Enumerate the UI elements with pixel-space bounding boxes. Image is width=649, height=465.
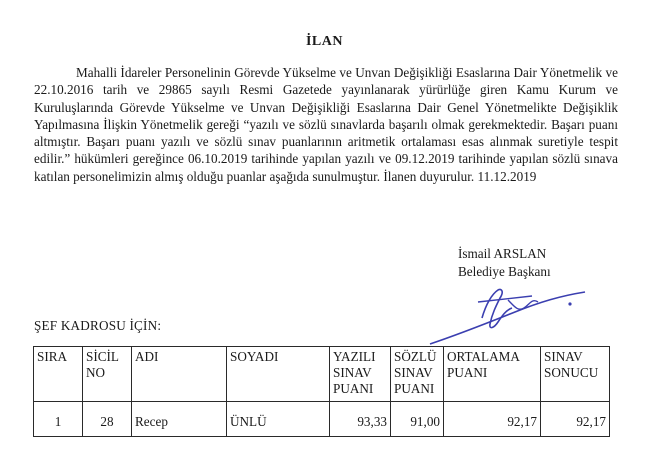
header-text: SINAV: [394, 365, 433, 380]
signatory-role: Belediye Başkanı: [458, 264, 551, 279]
header-text: ORTALAMA: [447, 349, 520, 364]
cell-sicil-no: 28: [83, 402, 132, 437]
header-sozlu-sinav-puani: [391, 347, 444, 402]
header-sicil-no: [83, 347, 132, 402]
handwritten-signature: [420, 282, 595, 352]
header-text: SÖZLÜ: [394, 349, 437, 364]
header-text: SIRA: [37, 349, 68, 364]
header-soyadi: [227, 347, 330, 402]
announcement-title: İLAN: [305, 34, 343, 49]
table-row: [34, 402, 610, 437]
cell-ortalama-puan: 92,17: [444, 402, 541, 437]
cell-sozlu-puan: 91,00: [391, 402, 444, 437]
signatory-block: [458, 245, 551, 281]
header-text: PUANI: [394, 381, 435, 396]
section-title: ŞEF KADROSU İÇİN:: [34, 318, 162, 333]
header-text: SONUCU: [544, 365, 599, 380]
table-header-row: [34, 347, 610, 402]
header-text: PUANI: [333, 381, 374, 396]
header-adi: [132, 347, 227, 402]
header-sinav-sonucu: [541, 347, 610, 402]
header-sira: [34, 347, 83, 402]
cell-soyadi: ÜNLÜ: [227, 402, 330, 437]
header-text: PUANI: [447, 365, 488, 380]
cell-sinav-sonucu: 92,17: [541, 402, 610, 437]
header-text: SİCİL: [86, 349, 119, 364]
header-text: ADI: [135, 349, 159, 364]
header-text: SOYADI: [230, 349, 279, 364]
header-text: YAZILI: [333, 349, 376, 364]
cell-adi: Recep: [132, 402, 227, 437]
header-text: SINAV: [333, 365, 372, 380]
cell-yazili-puan: 93,33: [330, 402, 391, 437]
header-yazili-sinav-puani: [330, 347, 391, 402]
cell-sira: 1: [34, 402, 83, 437]
header-text: NO: [86, 365, 106, 380]
results-table: [33, 346, 610, 437]
announcement-body: Mahalli İdareler Personelinin Görevde Yükselme ve Unvan Değişikliği Esaslarına Dair Yönetmelik ve 22.10.2016 tarih ve 29865 sayılı Resmi Gazetede yayınlanarak yürürlüğe giren Kamu Kurum ve Kuruluşlarında Görevde Yükselme ve Unvan Değişikliği Esaslarına Dair Genel Yönetmelikte Değişiklik Yapılmasına İlişkin Yönetmelik gereği “yazılı ve sözlü sınavlarda başarılı olmak gerekmektedir. Başarı puanı altmıştır. Başarı puanı yazılı ve sözlü sınav puanlarının aritmetik ortalaması esas alınmak suretiyle tespit edilir.” hükümleri gereğince 06.10.2019 tarihinde yapılan yazılı ve 09.12.2019 tarihinde yapılan sözlü sınava katılan personelimizin almış olduğu puanlar aşağıda sunulmuştur. İlanen duyurulur. 11.12.2019: [34, 65, 618, 184]
header-text: SINAV: [544, 349, 583, 364]
header-ortalama-puani: [444, 347, 541, 402]
signatory-name: İsmail ARSLAN: [458, 246, 547, 261]
